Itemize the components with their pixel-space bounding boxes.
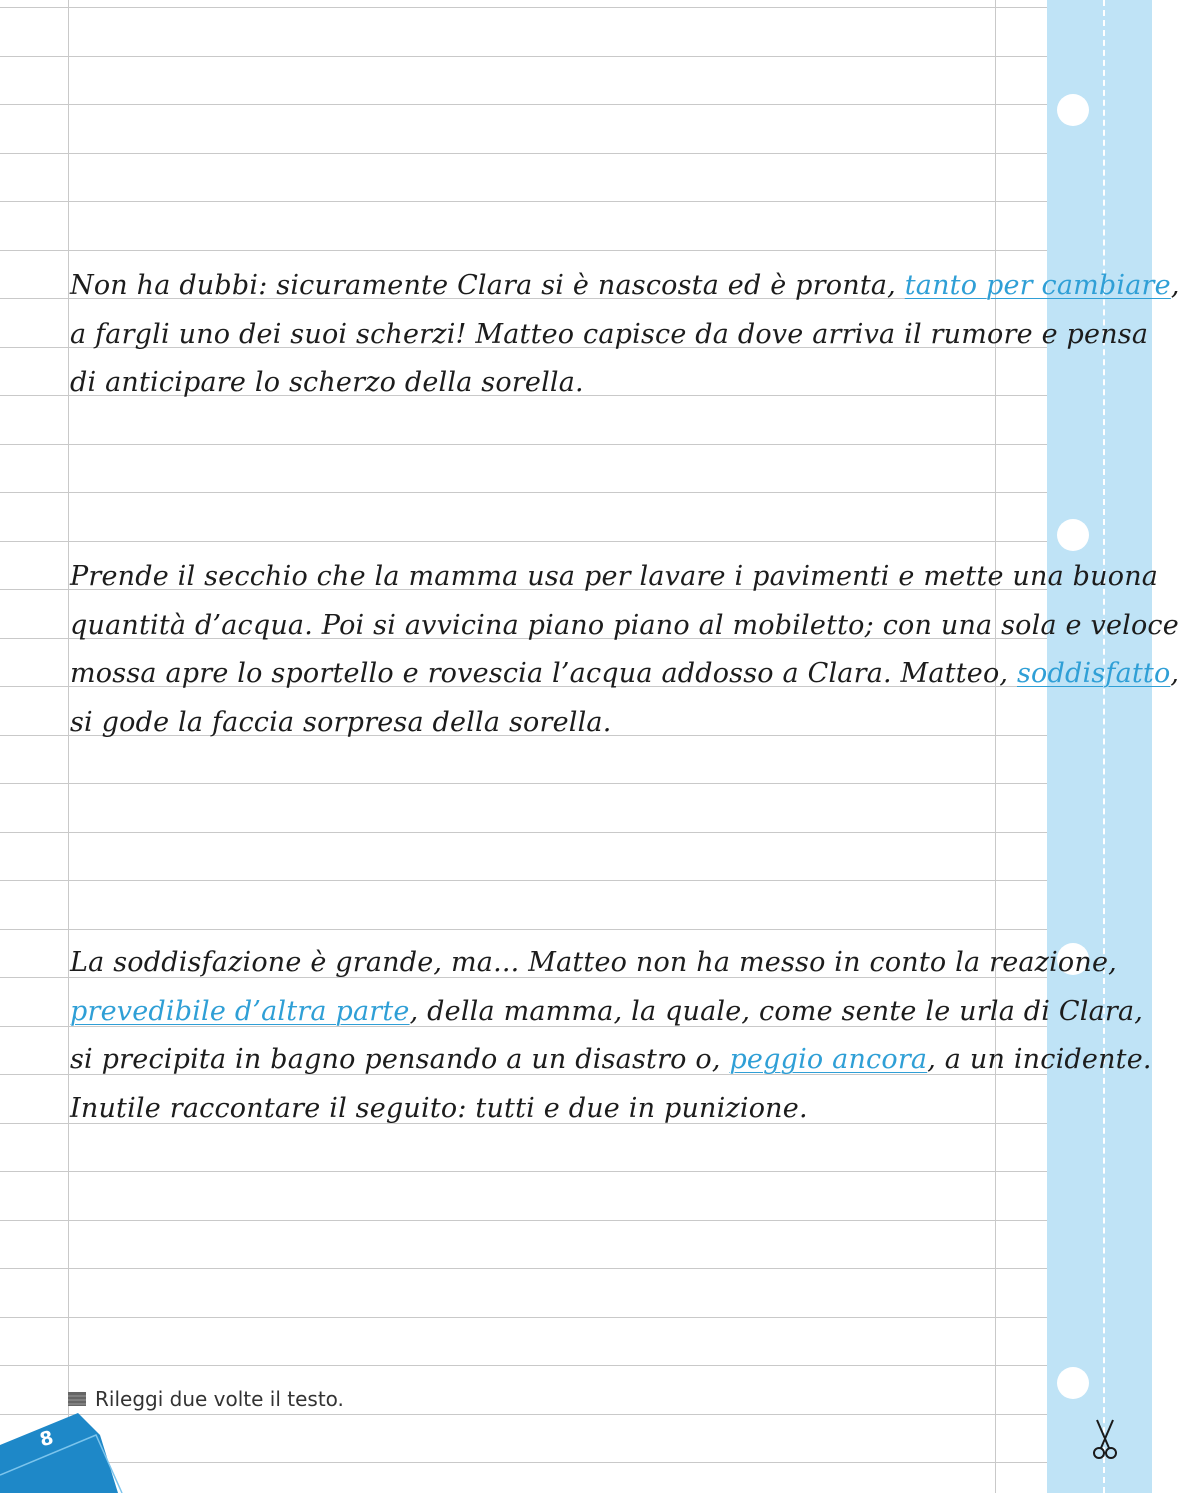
text-segment: Inutile raccontare il seguito: tutti e due in punizione. [70,1092,808,1124]
page-number-tab [0,1405,140,1493]
paragraph-2 [70,553,1180,747]
binder-hole [1057,1367,1089,1399]
text-line [70,699,1000,748]
ruled-line [0,1268,1047,1269]
highlighted-phrase: peggio ancora [729,1044,928,1075]
text-line [70,262,1180,311]
ruled-line [0,201,1047,202]
text-segment: si precipita in bagno pensando a un disastro o, [70,1044,730,1075]
page-number: 8 [37,1426,56,1452]
text-segment: quantità d’acqua. Poi si avvicina piano piano al mobiletto; con una sola e veloce [70,609,1179,641]
ruled-line [0,783,1047,784]
text-segment: di anticipare lo scherzo della sorella. [70,367,584,398]
ruled-line [0,250,1047,251]
binder-hole [1057,94,1089,126]
ruled-line [0,1171,1047,1172]
ruled-line [0,1220,1047,1221]
ruled-line [0,153,1047,154]
text-line [70,939,1117,988]
ruled-line [0,104,1047,105]
text-line [70,602,1179,651]
text-line [70,650,1180,699]
text-segment: mossa apre lo sportello e rovescia l’acqua addosso a Clara. Matteo, [70,658,1017,689]
text-segment: si gode la faccia sorpresa della sorella. [70,706,612,738]
instruction-text: Rileggi due volte il testo. [95,1387,344,1411]
text-segment: Non ha dubbi: sicuramente Clara si è nascosta ed è pronta, [70,270,905,301]
ruled-line [0,1365,1047,1366]
text-line [70,1036,1152,1085]
text-line [70,359,1000,408]
ruled-line [0,7,1047,8]
text-line [70,988,1144,1037]
ruled-line [0,1462,1047,1463]
ruled-line [0,492,1047,493]
binder-strip [1047,0,1152,1493]
paragraph-3 [70,939,1152,1133]
ruled-line [0,444,1047,445]
text-segment: , [1170,658,1180,689]
left-margin-line [68,0,69,1493]
text-segment: La soddisfazione è grande, ma... Matteo non ha messo in conto la reazione, [70,947,1117,978]
text-segment: a fargli uno dei suoi scherzi! Matteo capisce da dove arriva il rumore e pensa [70,318,1149,350]
perforation-line [1103,0,1105,1493]
highlighted-phrase: tanto per cambiare [904,270,1171,301]
text-segment: , [1170,270,1180,301]
ruled-line [0,832,1047,833]
ruled-line [0,56,1047,57]
text-segment: Prende il secchio che la mamma usa per lavare i pavimenti e mette una buona [70,561,1159,592]
text-line [70,311,1149,360]
ruled-line [0,541,1047,542]
scissors-icon [1091,1418,1119,1460]
ruled-line [0,880,1047,881]
ruled-line [0,929,1047,930]
text-segment: , a un incidente. [927,1044,1152,1075]
ruled-line [0,1317,1047,1318]
paragraph-1 [70,262,1180,408]
highlighted-phrase: prevedibile d’altra parte [70,995,410,1027]
text-line [70,553,1159,602]
highlighted-phrase: soddisfatto [1017,658,1171,689]
text-segment: , della mamma, la quale, come sente le urla di Clara, [409,995,1144,1027]
text-line [70,1085,1000,1134]
binder-hole [1057,519,1089,551]
